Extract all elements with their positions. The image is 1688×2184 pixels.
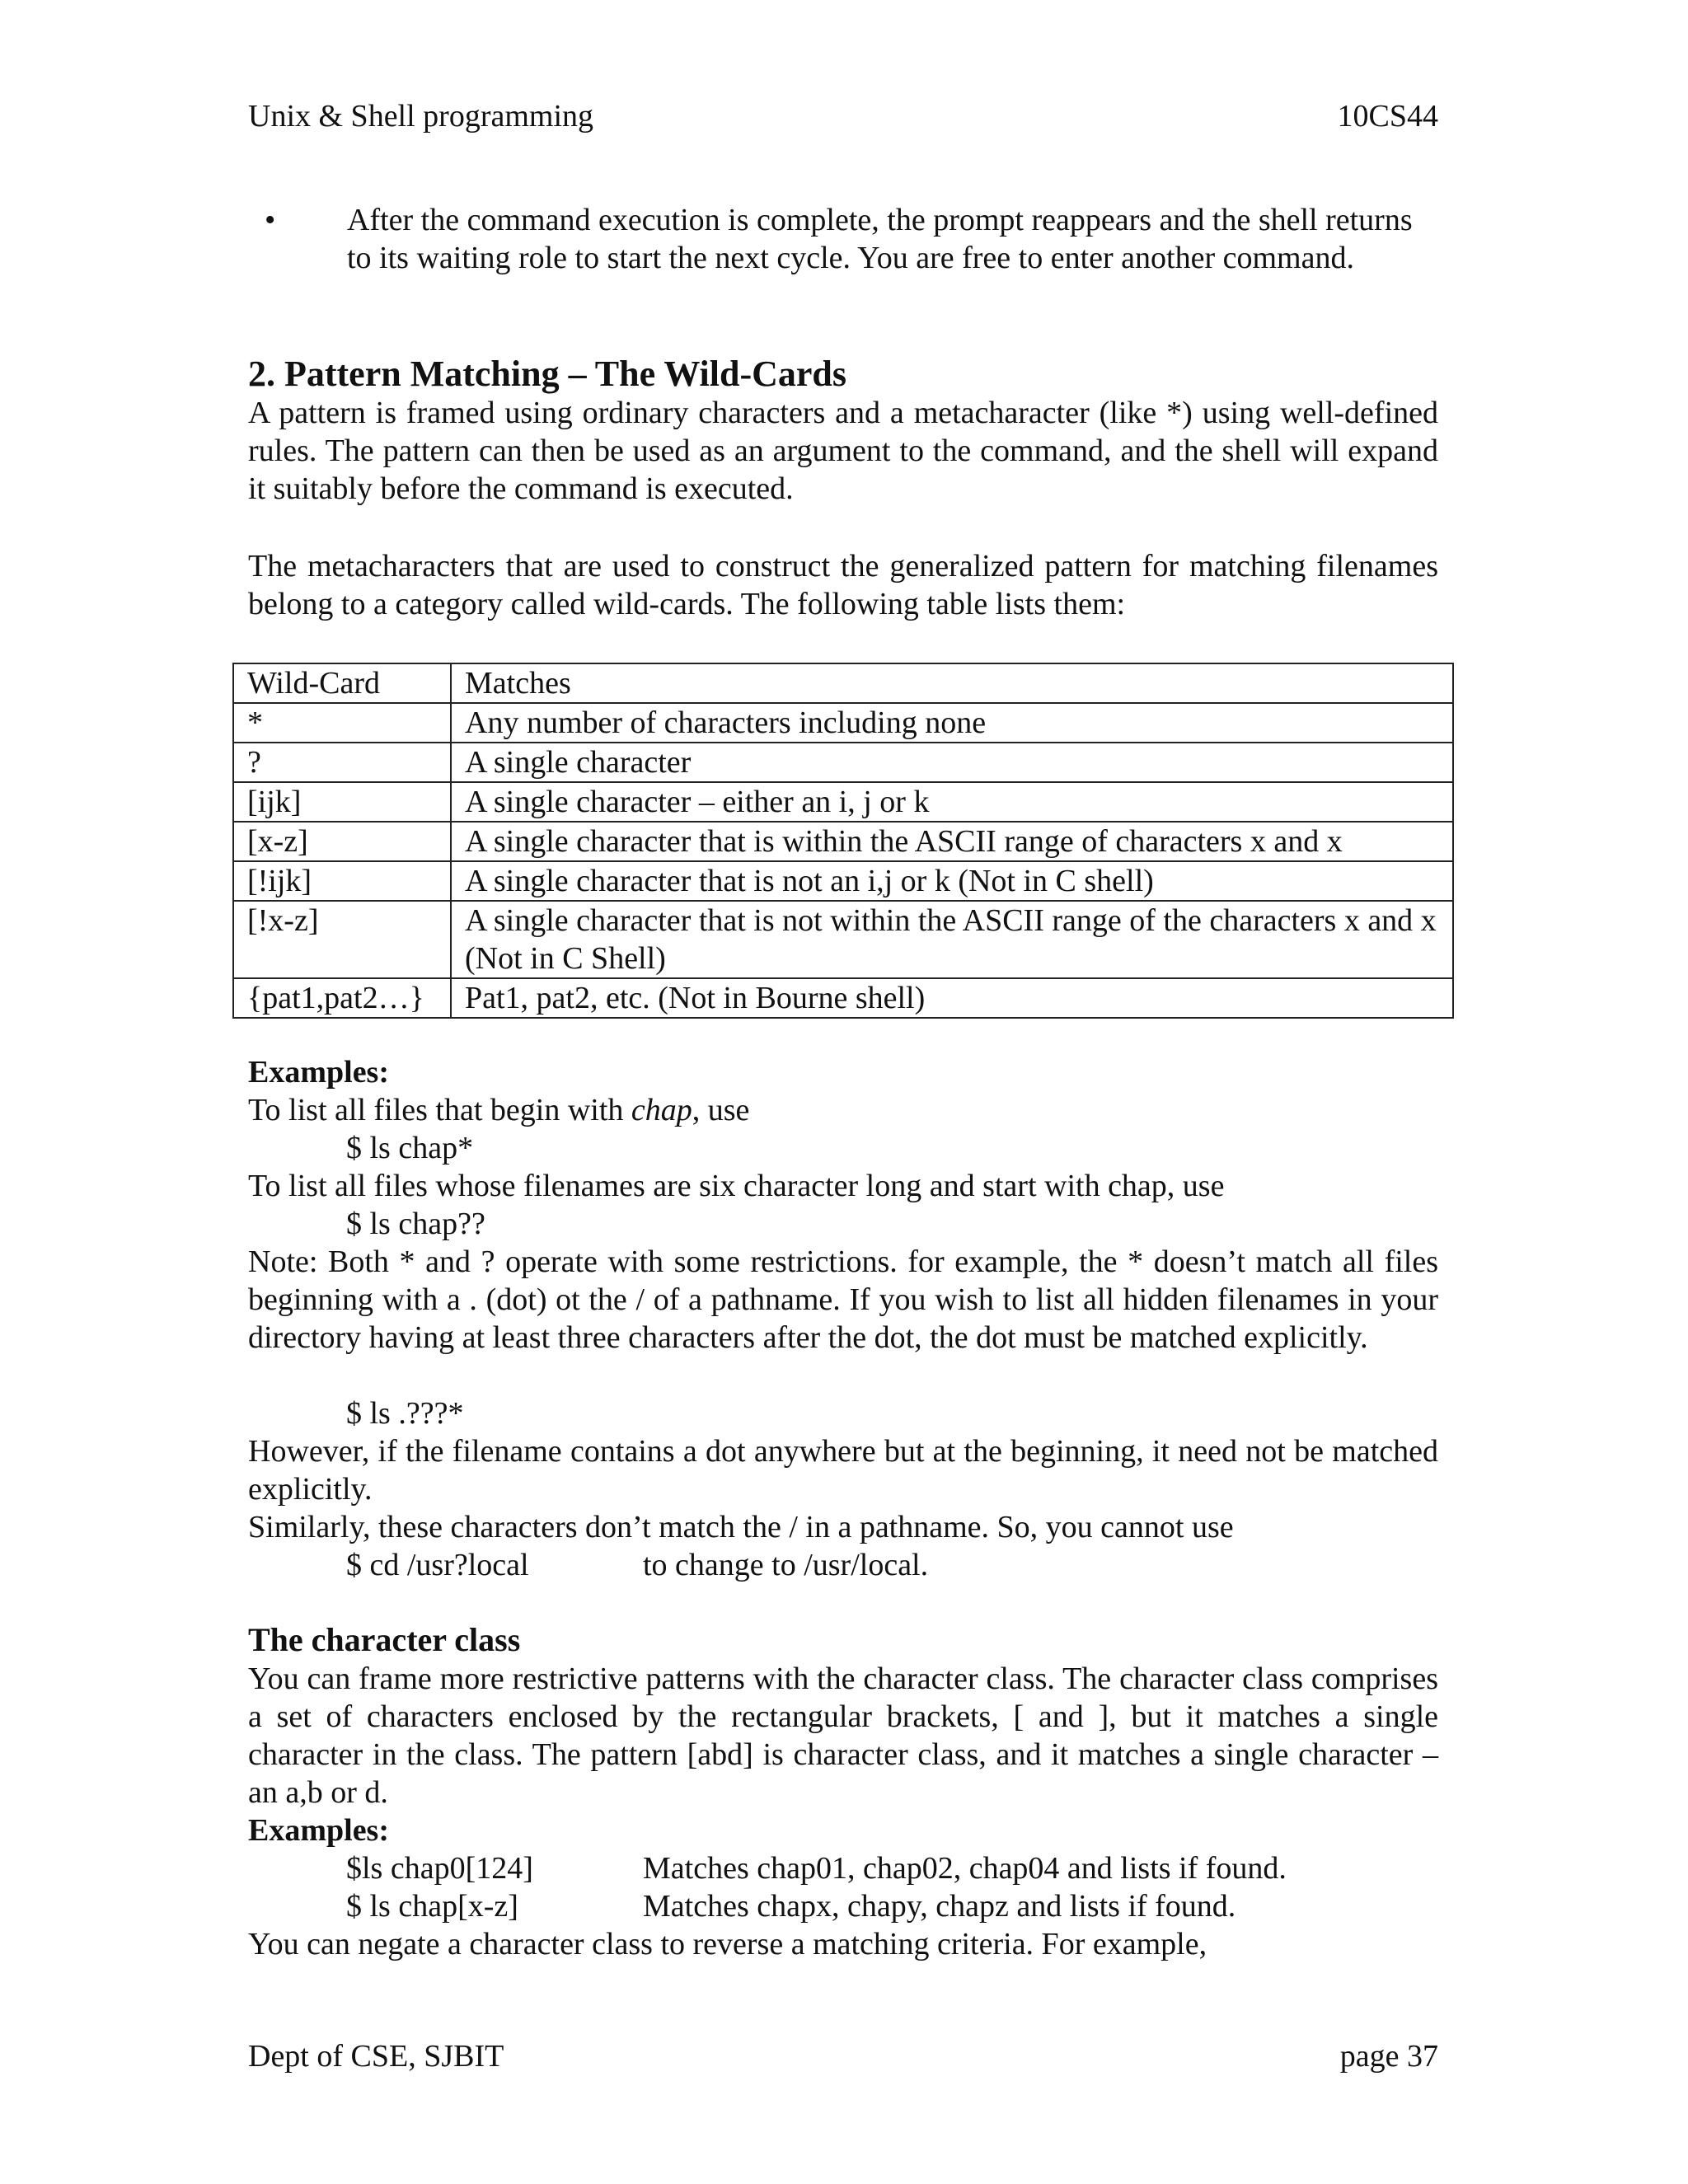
command-ls-chap-star: $ ls chap*: [346, 1131, 474, 1165]
similarly-line: Similarly, these characters don’t match the / in a pathname. So, you cannot use: [248, 1510, 1234, 1544]
header-code: 10CS44: [1337, 99, 1438, 134]
command-ls-chap-xz: $ ls chap[x-z]: [346, 1889, 518, 1924]
subsection-heading: The character class: [248, 1621, 521, 1658]
table-header-cell: Matches: [451, 663, 1453, 703]
command-ls-chap0-124-desc: Matches chap01, chap02, chap04 and lists if found.: [643, 1851, 1287, 1886]
table-row: [233, 703, 1453, 743]
example-line-1: [248, 1091, 749, 1129]
table-row: [233, 782, 1453, 822]
example-line-1-post: , use: [692, 1093, 750, 1127]
table-cell-wildcard: [x-z]: [233, 822, 451, 861]
bullet-item: [265, 201, 1480, 277]
command-ls-chap0-124: $ls chap0[124]: [346, 1851, 533, 1886]
table-cell-matches: Pat1, pat2, etc. (Not in Bourne shell): [451, 978, 1453, 1018]
examples-label: Examples:: [248, 1055, 389, 1090]
command-cd-description: to change to /usr/local.: [643, 1548, 929, 1582]
examples-label-2: Examples:: [248, 1813, 389, 1848]
table-cell-wildcard: {pat1,pat2…}: [233, 978, 451, 1018]
command-ls-hidden: $ ls .???*: [346, 1396, 464, 1431]
table-cell-wildcard: ?: [233, 743, 451, 782]
however-paragraph: However, if the filename contains a dot anywhere but at the beginning, it need not be matched explicitly.: [248, 1434, 1438, 1507]
table-row: [233, 901, 1453, 978]
table-cell-wildcard: *: [233, 703, 451, 743]
command-ls-chap-qq: $ ls chap??: [346, 1207, 485, 1241]
section-paragraph-2: The metacharacters that are used to construct the generalized pattern for matching filenames belong to a category called wild-cards. The following table lists them:: [248, 549, 1438, 621]
table-cell-matches: A single character that is within the ASCII range of characters x and x: [451, 822, 1453, 861]
table-cell-wildcard: [!ijk]: [233, 861, 451, 901]
bullet-text: After the command execution is complete, the prompt reappears and the shell returns to its waiting role to start the next cycle. You are free to enter another command.: [347, 203, 1413, 275]
charclass-paragraph: You can frame more restrictive patterns with the character class. The character class comprises a set of characters enclosed by the rectangular brackets, [ and ], but it matches a single character in the class. The pattern [abd] is character class, and it matches a single character – an a,b or d.: [248, 1661, 1438, 1810]
example-line-1-em: chap: [631, 1093, 692, 1127]
table-header-row: [233, 663, 1453, 703]
table-cell-matches: Any number of characters including none: [451, 703, 1453, 743]
footer-dept: Dept of CSE, SJBIT: [248, 2039, 504, 2074]
section-paragraph-1: A pattern is framed using ordinary characters and a metacharacter (like *) using well-defined rules. The pattern can then be used as an argument to the command, and the shell will expand it suitably before the command is executed.: [248, 396, 1438, 506]
command-cd-usr-local: $ cd /usr?local: [346, 1548, 529, 1582]
table-cell-matches: A single character: [451, 743, 1453, 782]
bullet-dot-icon: •: [265, 203, 276, 237]
example-line-2: To list all files whose filenames are six character long and start with chap, use: [248, 1169, 1225, 1203]
negate-line: You can negate a character class to reverse a matching criteria. For example,: [248, 1927, 1207, 1961]
table-row: [233, 743, 1453, 782]
note-paragraph: Note: Both * and ? operate with some restrictions. for example, the * doesn’t match all files beginning with a . (dot) ot the / of a pathname. If you wish to list all hidden filenames in your directory having at least three characters after the dot, the dot must be matched explicitly.: [248, 1244, 1438, 1355]
header-title: Unix & Shell programming: [248, 99, 594, 134]
table-cell-wildcard: [ijk]: [233, 782, 451, 822]
section-heading: 2. Pattern Matching – The Wild-Cards: [248, 354, 847, 394]
table-cell-matches: A single character that is not an i,j or k (Not in C shell): [451, 861, 1453, 901]
command-ls-chap-xz-desc: Matches chapx, chapy, chapz and lists if found.: [643, 1889, 1236, 1924]
table-cell-matches: A single character that is not within the ASCII range of the characters x and x (Not in C Shell): [451, 901, 1453, 978]
table-row: [233, 822, 1453, 861]
table-header-cell: Wild-Card: [233, 663, 451, 703]
footer-page-number: page 37: [1339, 2039, 1438, 2074]
table-row: [233, 861, 1453, 901]
table-cell-matches: A single character – either an i, j or k: [451, 782, 1453, 822]
table-cell-wildcard: [!x-z]: [233, 901, 451, 978]
table-row: [233, 978, 1453, 1018]
wildcard-table: [232, 663, 1454, 1019]
example-line-1-pre: To list all files that begin with: [248, 1093, 631, 1127]
